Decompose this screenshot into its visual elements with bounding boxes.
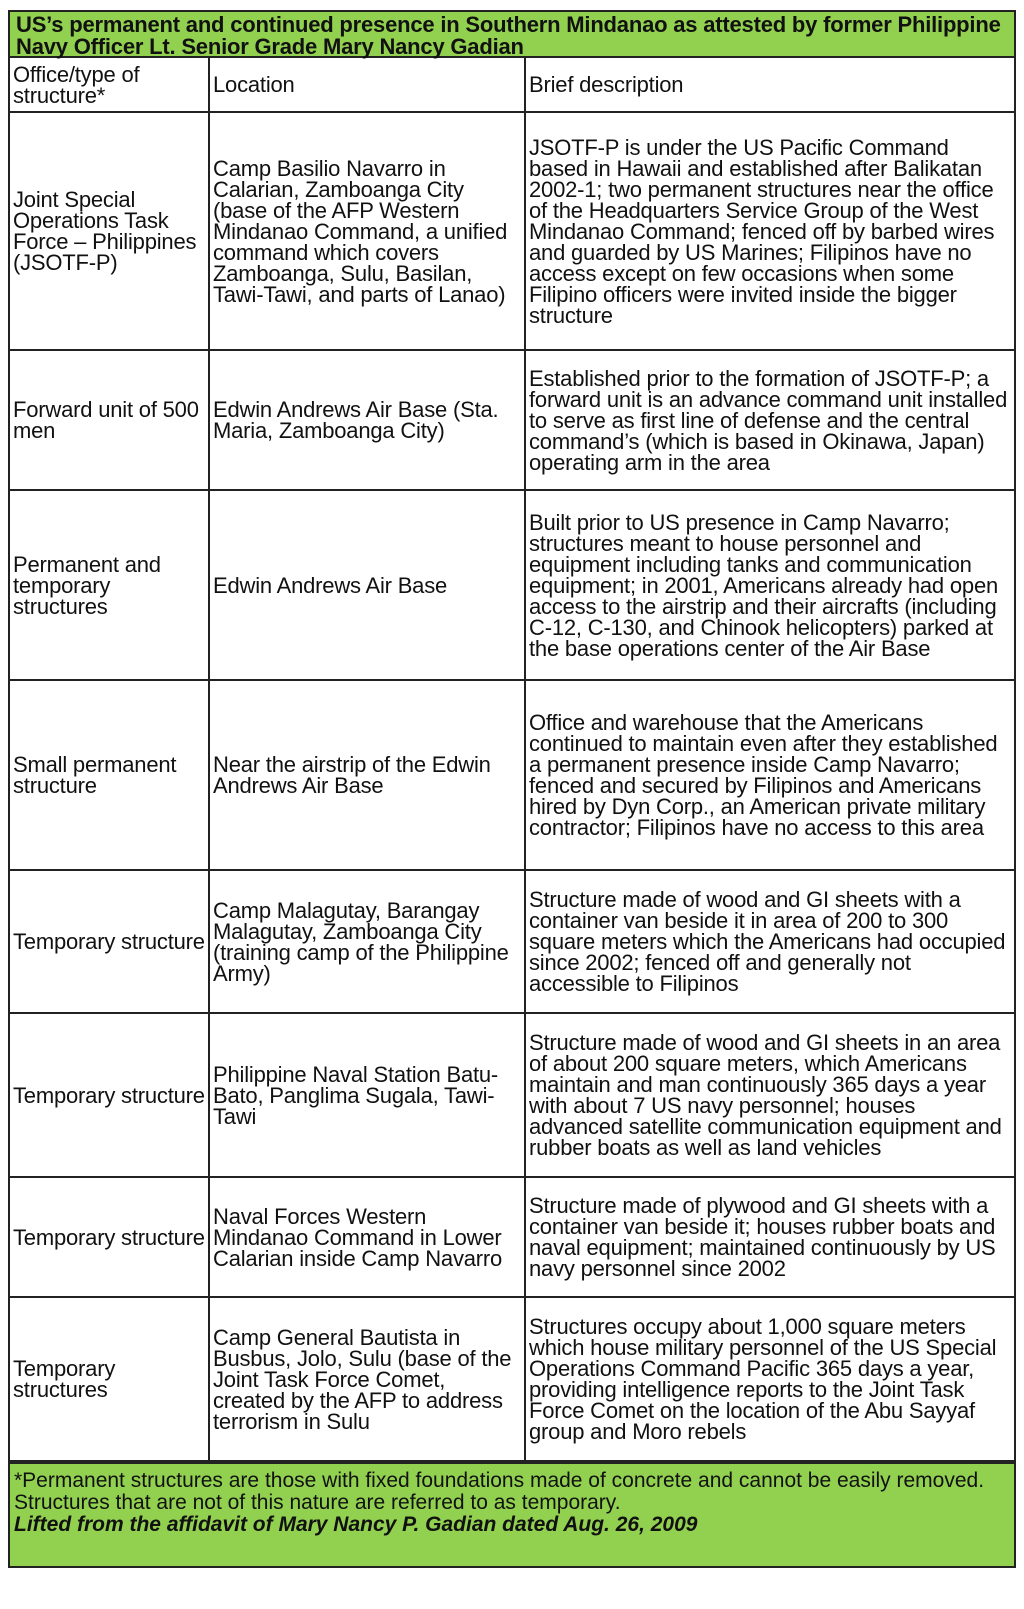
structures-table (10, 58, 1014, 1462)
header-office: Office/type of structure* (10, 58, 209, 112)
source-credit: Lifted from the affidavit of Mary Nancy P. Gadian dated Aug. 26, 2009 (14, 1513, 698, 1536)
location-cell: Edwin Andrews Air Base (209, 490, 525, 680)
location-cell: Naval Forces Western Mindanao Command in Lower Calarian inside Camp Navarro (209, 1177, 525, 1297)
office-cell: Forward unit of 500 men (10, 350, 209, 490)
location-cell: Camp General Bautista in Busbus, Jolo, Sulu (base of the Joint Task Force Comet, created by the AFP to address terrorism in Sulu (209, 1297, 525, 1461)
table-row (10, 680, 1014, 870)
table-row (10, 112, 1014, 350)
table-row (10, 490, 1014, 680)
table-row (10, 1297, 1014, 1461)
office-cell: Temporary structures (10, 1297, 209, 1461)
office-cell: Temporary structure (10, 870, 209, 1013)
office-cell: Small permanent structure (10, 680, 209, 870)
location-cell: Edwin Andrews Air Base (Sta. Maria, Zamboanga City) (209, 350, 525, 490)
description-cell: JSOTF-P is under the US Pacific Command based in Hawaii and established after Balikatan 2002-1; two permanent structures near the office of the Headquarters Service Group of the West Mindanao Command; fenced off by barbed wires and guarded by US Marines; Filipinos have no access except on few occasions when some Filipino officers were invited inside the bigger structure (525, 112, 1014, 350)
table-row (10, 350, 1014, 490)
table-row (10, 1177, 1014, 1297)
office-cell: Permanent and temporary structures (10, 490, 209, 680)
footnote-box (10, 1462, 1014, 1566)
office-cell: Temporary structure (10, 1013, 209, 1177)
footnote-text: *Permanent structures are those with fixed foundations made of concrete and cannot be easily removed. Structures that are not of this nature are referred to as temporary. (14, 1469, 985, 1514)
location-cell: Camp Malagutay, Barangay Malagutay, Zamboanga City (training camp of the Philippine Army) (209, 870, 525, 1013)
description-cell: Structure made of plywood and GI sheets with a container van beside it; houses rubber boats and naval equipment; maintained continuously by US navy personnel since 2002 (525, 1177, 1014, 1297)
description-cell: Established prior to the formation of JSOTF-P; a forward unit is an advance command unit installed to serve as first line of defense and the central command’s (which is based in Okinawa, Japan) operating arm in the area (525, 350, 1014, 490)
description-cell: Structure made of wood and GI sheets in an area of about 200 square meters, which Americans maintain and man continuously 365 days a year with about 7 US navy personnel; houses advanced satellite communication equipment and rubber boats as well as land vehicles (525, 1013, 1014, 1177)
header-description: Brief description (525, 58, 1014, 112)
description-cell: Structure made of wood and GI sheets with a container van beside it in area of 200 to 300 square meters which the Americans had occupied since 2002; fenced off and generally not accessible to Filipinos (525, 870, 1014, 1013)
location-cell: Camp Basilio Navarro in Calarian, Zamboanga City (base of the AFP Western Mindanao Command, a unified command which covers Zamboanga, Sulu, Basilan, Tawi-Tawi, and parts of Lanao) (209, 112, 525, 350)
description-cell: Built prior to US presence in Camp Navarro; structures meant to house personnel and equipment including tanks and communication equipment; in 2001, Americans already had open access to the airstrip and their aircrafts (including C-12, C-130, and Chinook helicopters) parked at the base operations center of the Air Base (525, 490, 1014, 680)
page-title: US’s permanent and continued presence in Southern Mindanao as attested by former Philippine Navy Officer Lt. Senior Grade Mary Nancy Gadian (10, 12, 1014, 58)
location-cell: Philippine Naval Station Batu-Bato, Panglima Sugala, Tawi-Tawi (209, 1013, 525, 1177)
table-header-row (10, 58, 1014, 112)
description-cell: Office and warehouse that the Americans continued to maintain even after they established a permanent presence inside Camp Navarro; fenced and secured by Filipinos and Americans hired by Dyn Corp., an American private military contractor; Filipinos have no access to this area (525, 680, 1014, 870)
office-cell: Joint Special Operations Task Force – Philippines (JSOTF-P) (10, 112, 209, 350)
description-cell: Structures occupy about 1,000 square meters which house military personnel of the US Special Operations Command Pacific 365 days a year, providing intelligence reports to the Joint Task Force Comet on the location of the Abu Sayyaf group and Moro rebels (525, 1297, 1014, 1461)
table-row (10, 870, 1014, 1013)
location-cell: Near the airstrip of the Edwin Andrews Air Base (209, 680, 525, 870)
document-frame (8, 10, 1016, 1568)
header-location: Location (209, 58, 525, 112)
table-row (10, 1013, 1014, 1177)
office-cell: Temporary structure (10, 1177, 209, 1297)
